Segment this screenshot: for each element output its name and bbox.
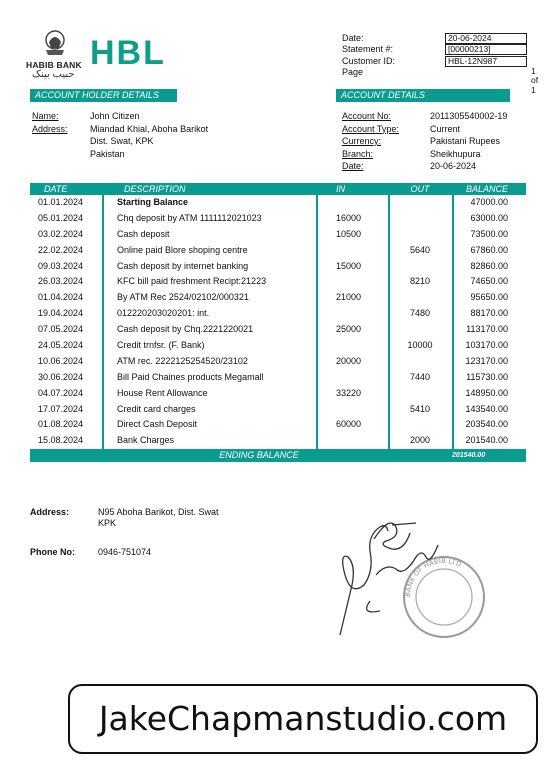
row-in: 10500 xyxy=(336,228,362,239)
row-out: 8210 xyxy=(409,276,431,287)
row-date: 19.04.2024 xyxy=(38,308,84,319)
account-details xyxy=(342,110,507,173)
account-label: Currency: xyxy=(342,136,382,146)
row-out: 7480 xyxy=(409,308,431,319)
row-in xyxy=(316,195,388,211)
transactions-table xyxy=(30,183,526,462)
branch-address xyxy=(98,507,219,529)
row-in xyxy=(316,274,388,290)
row-balance: 148950.00 xyxy=(465,387,508,398)
row-out: 7440 xyxy=(409,371,431,382)
row-out: 2000 xyxy=(409,435,431,446)
row-description: Credit card charges xyxy=(117,403,196,414)
row-balance: 123170.00 xyxy=(465,355,508,366)
row-out xyxy=(388,195,452,211)
row-date: 26.03.2024 xyxy=(38,276,84,287)
account-row xyxy=(342,110,507,123)
row-date: 03.02.2024 xyxy=(38,228,84,239)
row-in xyxy=(316,243,388,259)
meta-value: HBL-12N987 xyxy=(445,56,527,67)
row-in: 16000 xyxy=(336,212,362,223)
row-date: 09.03.2024 xyxy=(38,260,84,271)
meta-label: Page xyxy=(342,66,364,77)
row-date: 17.07.2024 xyxy=(38,403,84,414)
holder-name-label: Name: xyxy=(32,111,59,121)
row-out: 5640 xyxy=(409,244,431,255)
row-out: 5410 xyxy=(409,403,431,414)
row-description: Online paid Blore shoping centre xyxy=(117,244,248,255)
bank-stamp xyxy=(404,557,484,637)
row-description: Chq deposit by ATM 1111112021023 xyxy=(117,212,262,223)
header-date: DATE xyxy=(44,184,68,194)
column-divider xyxy=(388,195,390,449)
bank-name-urdu: حبیب بینک xyxy=(32,69,75,80)
account-label: Date: xyxy=(342,161,364,171)
table-header xyxy=(30,183,526,195)
row-in xyxy=(316,433,388,449)
account-value: Pakistani Rupees xyxy=(430,136,501,146)
account-label: Account No: xyxy=(342,111,392,121)
account-value: Current xyxy=(430,123,461,134)
header-description: DESCRIPTION xyxy=(124,184,186,194)
account-details-title: ACCOUNT DETAILS xyxy=(336,89,510,102)
row-date: 01.01.2024 xyxy=(38,197,84,207)
row-balance: 143540.00 xyxy=(465,403,508,414)
lion-emblem-icon xyxy=(40,28,70,58)
row-date: 30.06.2024 xyxy=(38,371,84,382)
row-in: 21000 xyxy=(336,292,362,303)
header-in: IN xyxy=(336,184,345,194)
row-out xyxy=(388,290,452,306)
row-in xyxy=(316,306,388,322)
holder-details-title: ACCOUNT HOLDER DETAILS xyxy=(30,89,177,102)
row-in: 15000 xyxy=(336,260,362,271)
meta-value: 1 of 1 xyxy=(531,65,539,95)
holder-address-label: Address: xyxy=(32,123,68,134)
meta-value: [00000213] xyxy=(445,44,527,55)
row-in xyxy=(316,402,388,418)
row-balance: 88170.00 xyxy=(470,308,508,319)
account-row xyxy=(342,148,507,161)
signature-stamp xyxy=(330,505,490,640)
account-label: Branch: xyxy=(342,148,374,159)
column-divider xyxy=(316,195,318,449)
holder-address-row xyxy=(32,135,208,148)
row-out: 10000 xyxy=(407,340,433,351)
row-date: 01.08.2024 xyxy=(38,419,84,430)
row-out xyxy=(388,227,452,243)
row-out xyxy=(388,354,452,370)
bank-logo xyxy=(26,28,186,84)
account-holder-details xyxy=(32,110,208,160)
holder-address-line: Dist. Swat, KPK xyxy=(90,136,154,146)
row-description: Cash deposit by Chq.2221220021 xyxy=(117,324,254,335)
row-description: KFC bill paid freshment Recipt:21223 xyxy=(117,276,267,287)
row-balance: 113170.00 xyxy=(466,324,508,335)
row-description: ATM rec. 2222125254520/23102 xyxy=(117,355,248,366)
meta-value: 20-06-2024 xyxy=(445,33,527,44)
row-date: 05.01.2024 xyxy=(38,212,84,223)
row-balance: 115730.00 xyxy=(466,371,508,382)
row-out xyxy=(388,259,452,275)
row-balance: 82860.00 xyxy=(470,260,508,271)
meta-row-date xyxy=(342,33,533,44)
account-row xyxy=(342,123,507,136)
spacer xyxy=(32,148,90,161)
row-description: Bill Paid Chaines products Megamall xyxy=(117,371,264,382)
row-date: 24.05.2024 xyxy=(38,340,84,351)
row-description: Credit trnfsr. (F. Bank) xyxy=(117,340,205,351)
row-balance: 74650.00 xyxy=(470,276,508,287)
row-date: 07.05.2024 xyxy=(38,324,84,335)
column-divider xyxy=(102,195,104,449)
row-in: 33220 xyxy=(336,387,362,398)
meta-row-customer-id xyxy=(342,56,533,67)
holder-name: John Citizen xyxy=(90,111,140,121)
row-description: Bank Charges xyxy=(117,435,175,446)
holder-name-row xyxy=(32,110,208,123)
ending-balance-row xyxy=(30,449,526,462)
row-balance: 203540.00 xyxy=(465,419,508,430)
phone-row xyxy=(30,547,219,558)
row-description: 012220203020201: int. xyxy=(117,308,210,319)
table-body xyxy=(30,195,526,449)
phone-label: Phone No: xyxy=(30,547,75,557)
account-row xyxy=(342,160,507,173)
row-date: 15.08.2024 xyxy=(38,435,84,446)
account-value: 2011305540002-19 xyxy=(430,111,508,121)
row-balance: 201540.00 xyxy=(465,435,508,446)
spacer xyxy=(32,135,90,148)
meta-label: Statement #: xyxy=(342,44,394,55)
row-in xyxy=(316,370,388,386)
holder-address-line: Pakistan xyxy=(90,148,125,159)
row-date: 01.04.2024 xyxy=(38,292,84,303)
row-description: Starting Balance xyxy=(117,197,189,207)
account-row xyxy=(342,135,507,148)
bank-name-english: HABIB BANK xyxy=(26,60,82,70)
row-balance: 103170.00 xyxy=(465,340,508,351)
holder-address-line: Miandad Khial, Aboha Barikot xyxy=(90,123,209,134)
header-balance: BALANCE xyxy=(466,184,509,194)
account-value: Sheikhupura xyxy=(430,148,481,159)
row-balance: 67860.00 xyxy=(470,244,508,255)
branch-contact xyxy=(30,507,219,576)
meta-row-page xyxy=(342,65,539,95)
statement-meta xyxy=(342,33,539,95)
row-in: 25000 xyxy=(336,324,362,335)
meta-label: Date: xyxy=(342,33,364,43)
row-in xyxy=(316,338,388,354)
holder-address-row xyxy=(32,123,208,136)
bank-logo-text: HBL xyxy=(90,34,166,72)
row-description: Cash deposit by internet banking xyxy=(117,260,249,271)
row-description: House Rent Allowance xyxy=(117,387,208,398)
meta-row-statement xyxy=(342,44,533,55)
holder-address-row xyxy=(32,148,208,161)
row-balance: 95650.00 xyxy=(470,292,508,303)
row-date: 04.07.2024 xyxy=(38,387,84,398)
row-description: By ATM Rec 2524/02102/000321 xyxy=(117,292,249,303)
row-balance: 63000.00 xyxy=(470,212,508,223)
row-description: Direct Cash Deposit xyxy=(117,419,198,430)
branch-address-label: Address: xyxy=(30,507,70,517)
row-date: 22.02.2024 xyxy=(38,244,84,255)
row-out xyxy=(388,386,452,402)
phone-number: 0946-751074 xyxy=(98,547,152,557)
watermark-banner: JakeChapmanstudio.com xyxy=(68,684,538,754)
ending-balance-label: ENDING BALANCE xyxy=(219,450,299,461)
account-label: Account Type: xyxy=(342,123,399,134)
row-out xyxy=(388,417,452,433)
column-divider xyxy=(452,195,454,449)
branch-address-row xyxy=(30,507,219,529)
stamp-text: BANK OF HABIB LTD xyxy=(403,556,463,598)
row-in: 60000 xyxy=(336,419,362,430)
row-in: 20000 xyxy=(336,355,362,366)
meta-label: Customer ID: xyxy=(342,55,396,66)
ending-balance-value: 201540.00 xyxy=(452,452,486,460)
row-balance: 47000.00 xyxy=(470,197,508,207)
row-out xyxy=(388,211,452,227)
row-date: 10.06.2024 xyxy=(38,355,84,366)
branch-address-line: KPK xyxy=(98,518,117,528)
branch-address-line: N95 Aboha Barikot, Dist. Swat xyxy=(98,507,219,517)
header-out: OUT xyxy=(410,184,430,194)
account-value: 20-06-2024 xyxy=(430,161,477,171)
row-out xyxy=(388,322,452,338)
row-description: Cash deposit xyxy=(117,228,170,239)
row-balance: 73500.00 xyxy=(470,228,508,239)
